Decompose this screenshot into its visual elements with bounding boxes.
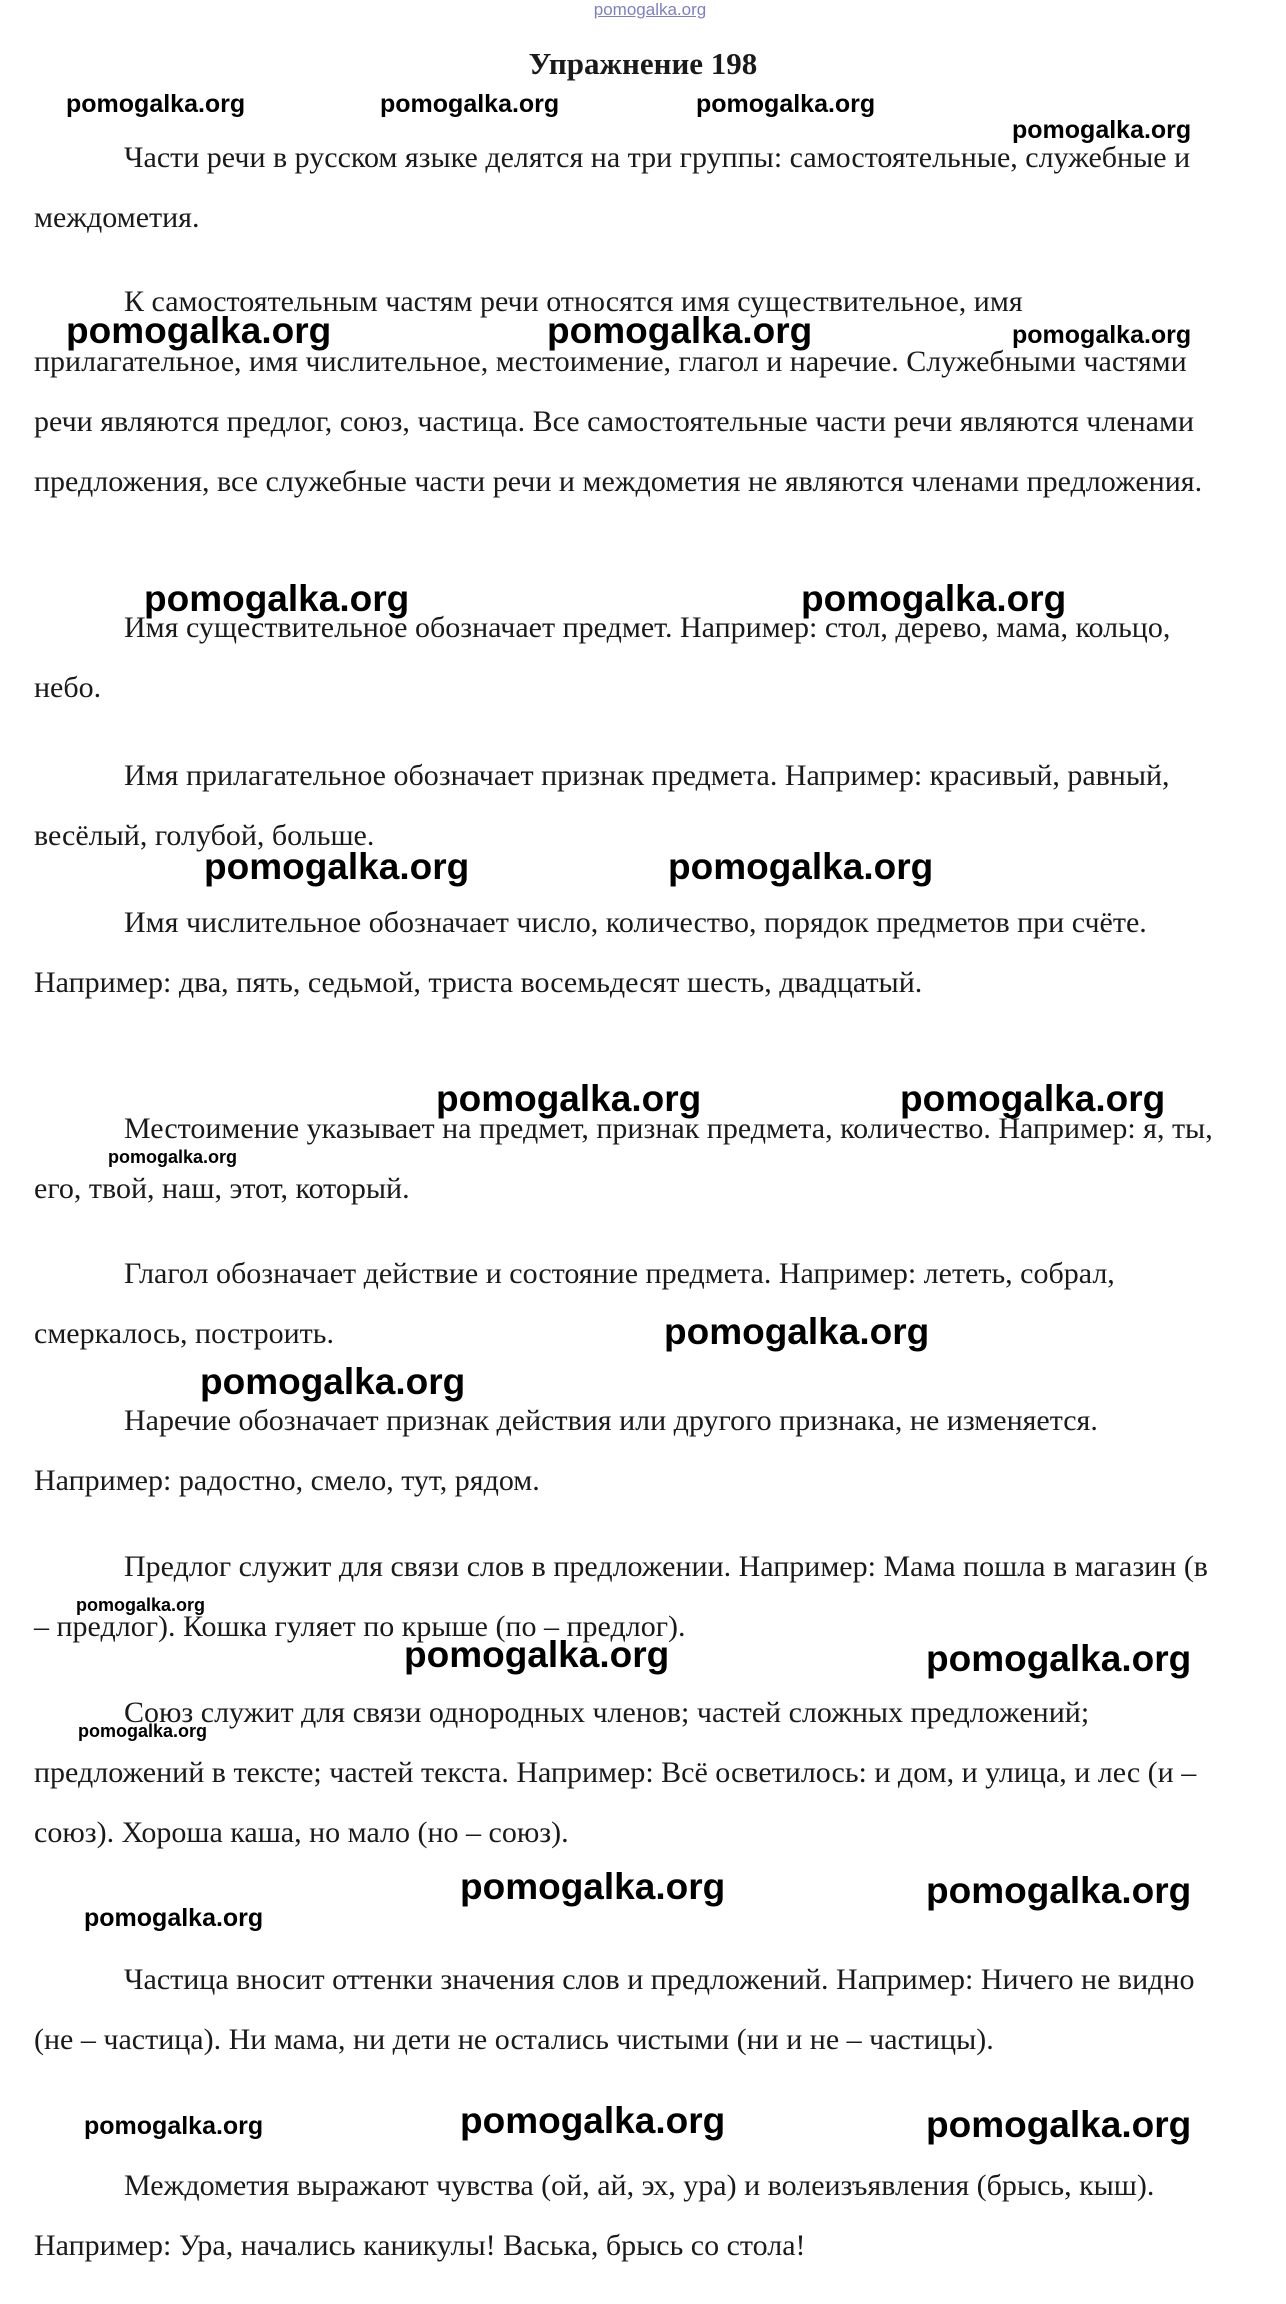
watermark: pomogalka.org: [436, 1078, 702, 1119]
paragraph-numeral: Имя числительное обозначает число, количество, порядок предметов при счёте. Например: два, пять, седьмой, триста восемьдесят шесть, двадцатый.: [34, 906, 1147, 999]
watermark: pomogalka.org: [78, 1721, 208, 1741]
watermark: pomogalka.org: [668, 846, 934, 887]
site-link[interactable]: pomogalka.org: [593, 0, 707, 19]
watermark: pomogalka.org: [696, 90, 876, 118]
paragraph-parts-of-speech: Части речи в русском языке делятся на три группы: самостоятельные, служебные и междометия.: [34, 141, 1191, 234]
watermark: pomogalka.org: [144, 578, 410, 619]
paragraph-conjunction: Союз служит для связи однородных членов; частей сложных предложений; предложений в тексте; частей текста. Например: Всё осветилось: и дом, и улица, и лес (и – союз). Хороша каша, но мало (но – союз).: [34, 1696, 1197, 1849]
watermark: pomogalka.org: [84, 2112, 264, 2140]
watermark: pomogalka.org: [926, 1870, 1192, 1911]
watermark: pomogalka.org: [460, 1866, 726, 1907]
watermark: pomogalka.org: [76, 1595, 206, 1615]
watermark: pomogalka.org: [926, 2104, 1192, 2145]
paragraph-noun: Имя существительное обозначает предмет. Например: стол, дерево, мама, кольцо, небо.: [34, 611, 1171, 704]
watermark: pomogalka.org: [900, 1078, 1166, 1119]
watermark: pomogalka.org: [404, 1634, 670, 1675]
watermark: pomogalka.org: [547, 310, 813, 351]
paragraph-verb: Глагол обозначает действие и состояние предмета. Например: лететь, собрал, смеркалось, построить.: [34, 1257, 1115, 1350]
watermark: pomogalka.org: [1012, 116, 1192, 144]
watermark: pomogalka.org: [460, 2100, 726, 2141]
watermark: pomogalka.org: [926, 1638, 1192, 1679]
watermark: pomogalka.org: [664, 1311, 930, 1352]
paragraph-adverb: Наречие обозначает признак действия или другого признака, не изменяется. Например: радостно, смело, тут, рядом.: [34, 1404, 1098, 1497]
watermark: pomogalka.org: [1012, 321, 1192, 349]
watermark: pomogalka.org: [108, 1147, 238, 1167]
paragraph-preposition: Предлог служит для связи слов в предложении. Например: Мама пошла в магазин (в – предлог). Кошка гуляет по крыше (по – предлог).: [34, 1550, 1208, 1643]
watermark: pomogalka.org: [204, 846, 470, 887]
paragraph-particle: Частица вносит оттенки значения слов и предложений. Например: Ничего не видно (не – частица). Ни мама, ни дети не остались чистыми (ни и не – частицы).: [34, 1963, 1195, 2056]
paragraph-pronoun: Местоимение указывает на предмет, признак предмета, количество. Например: я, ты, его, твой, наш, этот, который.: [34, 1112, 1213, 1205]
exercise-title: Упражнение 198: [528, 46, 758, 81]
watermark: pomogalka.org: [66, 310, 332, 351]
watermark: pomogalka.org: [84, 1904, 264, 1932]
watermark: pomogalka.org: [380, 90, 560, 118]
watermark: pomogalka.org: [200, 1361, 466, 1402]
watermark: pomogalka.org: [66, 90, 246, 118]
paragraph-independent-parts: К самостоятельным частям речи относятся имя существительное, имя прилагательное, имя числительное, местоимение, глагол и наречие. Служебными частями речи являются предлог, союз, частица. Все самостоятельные части речи являются членами предложения, все служебные части речи и междометия не являются членами предложения.: [34, 285, 1203, 498]
paragraph-interjection: Междометия выражают чувства (ой, ай, эх, ура) и волеизъявления (брысь, кыш). Например: Ура, начались каникулы! Васька, брысь со стола!: [34, 2169, 1155, 2262]
watermark: pomogalka.org: [801, 578, 1067, 619]
paragraph-adjective: Имя прилагательное обозначает признак предмета. Например: красивый, равный, весёлый, голубой, больше.: [34, 759, 1170, 852]
